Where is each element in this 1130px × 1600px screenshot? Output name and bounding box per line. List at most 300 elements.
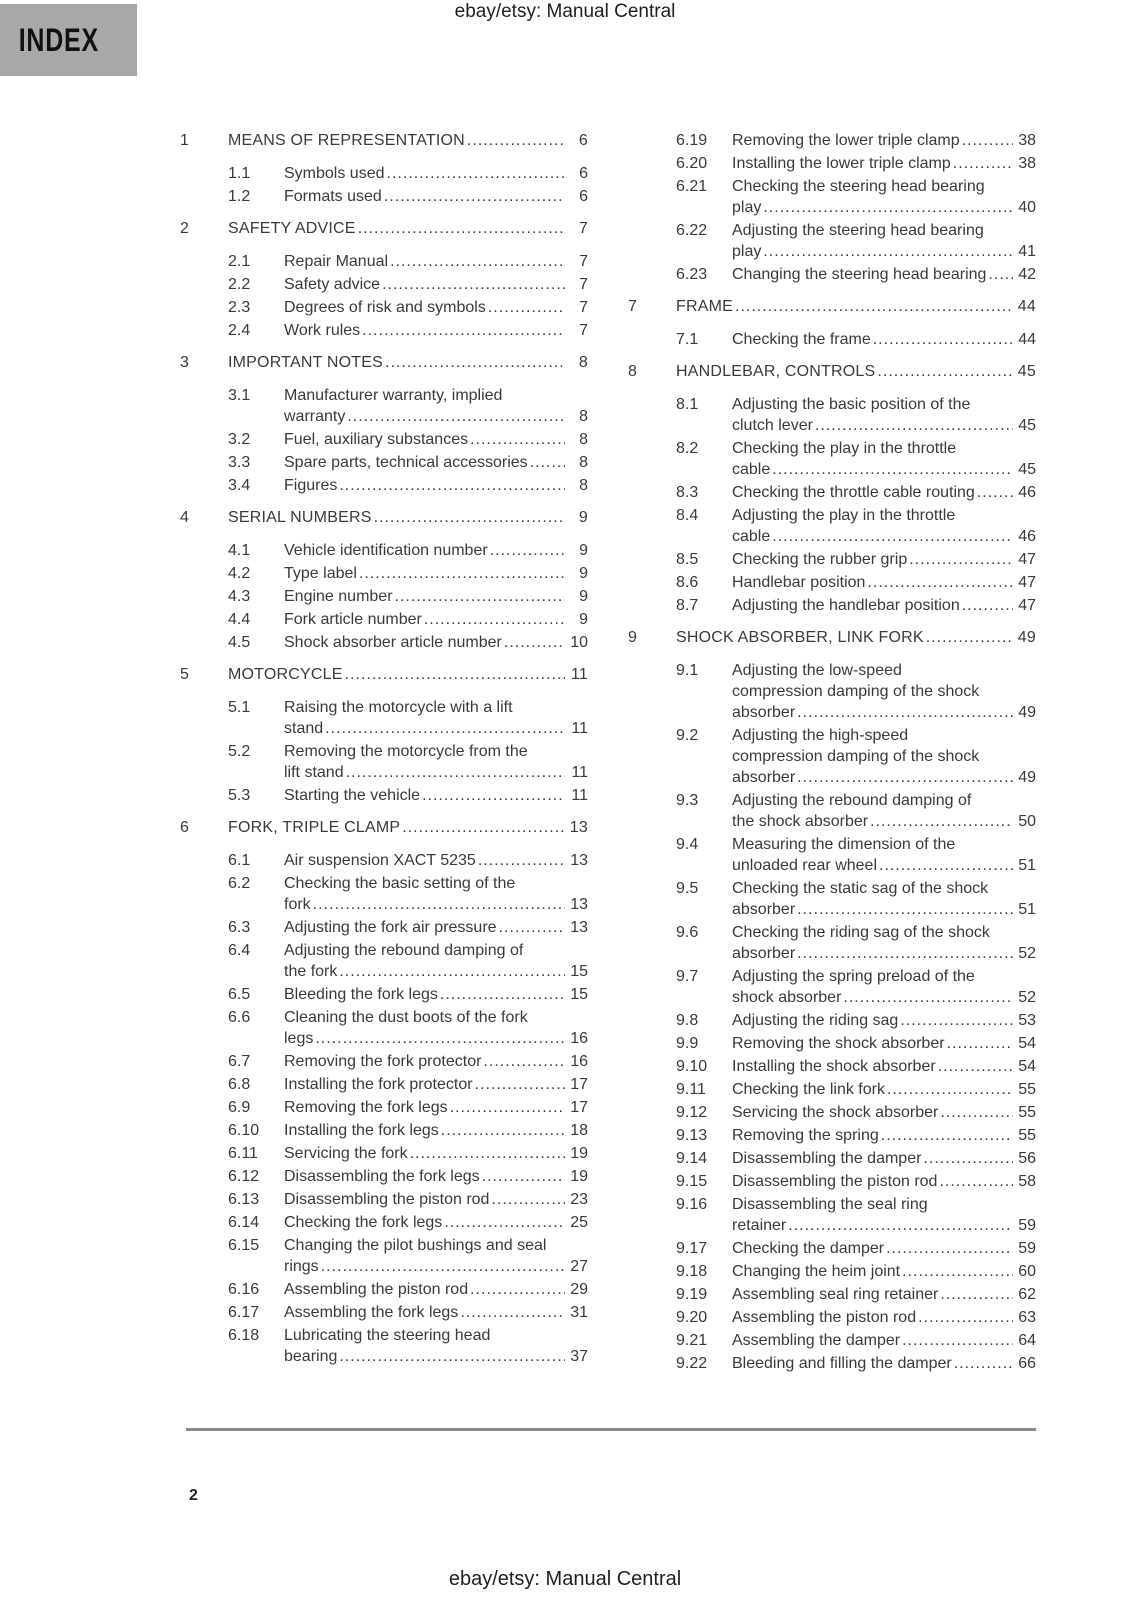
toc-sub-entry: [628, 834, 1036, 876]
toc-entry-title: Spare parts, technical accessories: [284, 454, 528, 471]
toc-entry-page: 19: [570, 1168, 588, 1185]
toc-entry-page: 6: [579, 165, 588, 182]
toc-entry-number: 6.15: [228, 1237, 260, 1254]
toc-entry-body: [732, 878, 1036, 920]
toc-entry-body: [732, 922, 1036, 964]
dot-leader: [940, 1102, 1013, 1123]
toc-entry-number: 6.14: [228, 1214, 260, 1231]
toc-entry-page: 17: [570, 1076, 588, 1093]
toc-entry-page: 15: [570, 986, 588, 1003]
toc-entry-title: SAFETY ADVICE: [228, 220, 356, 237]
toc-entry-page: 13: [570, 852, 588, 869]
toc-entry-number: 6.12: [228, 1168, 260, 1185]
toc-entry-number: 9.16: [676, 1196, 708, 1213]
toc-sub-entry: [180, 163, 588, 184]
dot-leader: [347, 406, 565, 427]
toc-entry-number: 8.2: [676, 440, 699, 457]
toc-sub-entry: [180, 609, 588, 630]
dot-leader: [938, 1056, 1013, 1077]
dot-leader: [382, 274, 565, 295]
toc-entry-number: 2.4: [228, 322, 251, 339]
toc-entry-title: Adjusting the handlebar position: [732, 597, 960, 614]
toc-entry-title: rings: [284, 1258, 319, 1275]
toc-entry-body: [732, 264, 1036, 285]
dot-leader: [470, 429, 565, 450]
toc-sub-entry: [180, 251, 588, 272]
dot-leader: [797, 767, 1013, 788]
toc-entry-number: 6.4: [228, 942, 251, 959]
footer-divider: [186, 1428, 1036, 1431]
toc-entry-title: Checking the throttle cable routing: [732, 484, 975, 501]
toc-entry-page: 50: [1018, 813, 1036, 830]
toc-entry-body: [284, 1302, 588, 1323]
dot-leader: [788, 1215, 1013, 1236]
dot-leader: [900, 1010, 1013, 1031]
toc-entry-page: 47: [1018, 551, 1036, 568]
toc-sub-entry: [180, 320, 588, 341]
toc-entry-body: [284, 1074, 588, 1095]
dot-leader: [877, 361, 1013, 382]
toc-entry-title: clutch lever: [732, 417, 813, 434]
dot-leader: [947, 1033, 1013, 1054]
toc-entry-title: Lubricating the steering head: [284, 1327, 491, 1344]
toc-entry-body: [732, 1056, 1036, 1077]
toc-entry-page: 8: [579, 408, 588, 425]
dot-leader: [478, 850, 565, 871]
toc-sub-entry: [180, 1279, 588, 1300]
toc-entry-title: compression damping of the shock: [732, 683, 980, 700]
toc-entry-page: 59: [1018, 1217, 1036, 1234]
toc-sub-entry: [628, 1353, 1036, 1374]
dot-leader: [499, 917, 565, 938]
toc-entry-page: 44: [1018, 331, 1036, 348]
toc-entry-title: Removing the lower triple clamp: [732, 132, 960, 149]
toc-sub-entry: [628, 1238, 1036, 1259]
toc-entry-title: stand: [284, 720, 324, 737]
toc-entry-page: 51: [1018, 901, 1036, 918]
toc-entry-number: 8.4: [676, 507, 699, 524]
toc-entry-body: [732, 329, 1036, 350]
toc-entry-title: Disassembling the seal ring: [732, 1196, 928, 1213]
toc-entry-title: MEANS OF REPRESENTATION: [228, 132, 465, 149]
toc-entry-title: Disassembling the piston rod: [732, 1173, 938, 1190]
toc-sub-entry: [628, 725, 1036, 788]
toc-entry-title: lift stand: [284, 764, 344, 781]
toc-sub-entry: [628, 595, 1036, 616]
dot-leader: [797, 899, 1013, 920]
toc-entry-body: [732, 1125, 1036, 1146]
toc-entry-title: Installing the fork legs: [284, 1122, 439, 1139]
dot-leader: [879, 855, 1013, 876]
dot-leader: [450, 1097, 565, 1118]
toc-entry-page: 62: [1018, 1286, 1036, 1303]
toc-entry-body: [284, 274, 588, 295]
toc-entry-title: bearing: [284, 1348, 338, 1365]
toc-sub-entry: [180, 873, 588, 915]
toc-entry-number: 6.5: [228, 986, 251, 1003]
toc-entry-title: play: [732, 243, 762, 260]
toc-entry-number: 4.5: [228, 634, 251, 651]
toc-entry-title: absorber: [732, 769, 796, 786]
toc-entry-page: 27: [570, 1258, 588, 1275]
toc-entry-title: Engine number: [284, 588, 393, 605]
toc-entry-title: Servicing the shock absorber: [732, 1104, 939, 1121]
toc-entry-body: [284, 563, 588, 584]
toc-sub-entry: [180, 385, 588, 427]
toc-entry-title: Cleaning the dust boots of the fork: [284, 1009, 528, 1026]
toc-entry-title: Assembling seal ring retainer: [732, 1286, 939, 1303]
toc-entry-page: 6: [578, 132, 588, 149]
toc-sub-entry: [628, 394, 1036, 436]
toc-entry-number: 6.16: [228, 1281, 260, 1298]
toc-entry-body: [284, 1279, 588, 1300]
toc-entry-body: [732, 1238, 1036, 1259]
toc-entry-body: [732, 153, 1036, 174]
index-banner: [0, 4, 137, 76]
toc-entry-page: 8: [578, 354, 588, 371]
toc-sub-entry: [180, 1097, 588, 1118]
toc-entry-page: 11: [571, 720, 588, 737]
toc-entry-body: [284, 940, 588, 982]
toc-entry-page: 23: [570, 1191, 588, 1208]
table-of-contents: [180, 130, 1036, 1376]
toc-entry-number: 6.21: [676, 178, 708, 195]
toc-entry-body: [284, 1212, 588, 1233]
toc-entry-body: [284, 452, 588, 473]
toc-sub-entry: [628, 966, 1036, 1008]
toc-entry-body: [284, 632, 588, 653]
dot-leader: [424, 609, 565, 630]
toc-entry-title: Disassembling the fork legs: [284, 1168, 480, 1185]
toc-entry-body: [284, 251, 588, 272]
toc-entry-body: [732, 130, 1036, 151]
toc-entry-body: [732, 438, 1036, 480]
toc-entry-body: [284, 1051, 588, 1072]
toc-sub-entry: [180, 274, 588, 295]
toc-entry-page: 31: [570, 1304, 588, 1321]
toc-sub-entry: [180, 563, 588, 584]
toc-sub-entry: [180, 741, 588, 783]
toc-sub-entry: [628, 1284, 1036, 1305]
dot-leader: [873, 329, 1013, 350]
toc-entry-number: 9.8: [676, 1012, 699, 1029]
dot-leader: [954, 1353, 1013, 1374]
toc-entry-body: [732, 790, 1036, 832]
toc-sub-entry: [628, 1010, 1036, 1031]
dot-leader: [460, 1302, 565, 1323]
toc-entry-number: 3.3: [228, 454, 251, 471]
toc-entry-body: [284, 1235, 588, 1277]
toc-sub-entry: [628, 1307, 1036, 1328]
toc-entry-body: [284, 540, 588, 561]
toc-sub-entry: [180, 475, 588, 496]
toc-entry-title: Removing the fork protector: [284, 1053, 482, 1070]
toc-sub-entry: [180, 1074, 588, 1095]
toc-sub-entry: [628, 438, 1036, 480]
toc-sub-entry: [180, 1166, 588, 1187]
toc-entry-number: 5.3: [228, 787, 251, 804]
dot-leader: [441, 1120, 565, 1141]
toc-section-entry: [180, 218, 588, 239]
toc-sub-entry: [628, 220, 1036, 262]
toc-sub-entry: [180, 1051, 588, 1072]
toc-entry-title: Bleeding the fork legs: [284, 986, 438, 1003]
dot-leader: [385, 352, 565, 373]
toc-sub-entry: [180, 1302, 588, 1323]
toc-entry-page: 16: [570, 1053, 588, 1070]
toc-entry-body: [284, 873, 588, 915]
toc-entry-body: [732, 1330, 1036, 1351]
toc-entry-body: [676, 627, 1036, 648]
toc-entry-page: 46: [1018, 484, 1036, 501]
toc-entry-number: 2.1: [228, 253, 251, 270]
toc-entry-title: cable: [732, 528, 771, 545]
toc-entry-body: [284, 163, 588, 184]
toc-entry-title: Checking the static sag of the shock: [732, 880, 989, 897]
toc-sub-entry: [180, 1235, 588, 1277]
dot-leader: [902, 1330, 1013, 1351]
dot-leader: [395, 586, 565, 607]
toc-entry-title: Handlebar position: [732, 574, 866, 591]
toc-sub-entry: [628, 549, 1036, 570]
toc-entry-title: FRAME: [676, 298, 733, 315]
toc-entry-title: Work rules: [284, 322, 361, 339]
toc-entry-body: [676, 296, 1036, 317]
toc-entry-page: 52: [1018, 945, 1036, 962]
toc-entry-page: 55: [1018, 1127, 1036, 1144]
toc-entry-page: 7: [579, 253, 588, 270]
toc-entry-page: 15: [570, 963, 588, 980]
toc-entry-number: 2.3: [228, 299, 251, 316]
toc-entry-number: 6.6: [228, 1009, 251, 1026]
toc-entry-title: Assembling the piston rod: [284, 1281, 469, 1298]
toc-entry-page: 7: [579, 276, 588, 293]
toc-entry-number: 3.2: [228, 431, 251, 448]
dot-leader: [940, 1284, 1013, 1305]
toc-entry-page: 18: [570, 1122, 588, 1139]
toc-entry-body: [284, 297, 588, 318]
page-header-title: ebay/etsy: Manual Central: [454, 1, 676, 22]
toc-entry-title: Repair Manual: [284, 253, 389, 270]
toc-sub-entry: [628, 1261, 1036, 1282]
toc-sub-entry: [628, 153, 1036, 174]
toc-entry-number: 9.20: [676, 1309, 708, 1326]
toc-entry-title: HANDLEBAR, CONTROLS: [676, 363, 876, 380]
dot-leader: [410, 1143, 565, 1164]
toc-entry-body: [284, 1097, 588, 1118]
toc-entry-title: Servicing the fork: [284, 1145, 408, 1162]
toc-entry-title: Starting the vehicle: [284, 787, 421, 804]
toc-entry-body: [732, 725, 1036, 788]
toc-sub-entry: [628, 1033, 1036, 1054]
toc-column: [180, 130, 588, 1376]
dot-leader: [467, 130, 565, 151]
toc-entry-page: 49: [1018, 769, 1036, 786]
toc-section-entry: [628, 627, 1036, 648]
dot-leader: [313, 894, 565, 915]
toc-entry-number: 9.6: [676, 924, 699, 941]
toc-entry-number: 9.7: [676, 968, 699, 985]
toc-entry-page: 9: [579, 542, 588, 559]
toc-entry-title: Installing the fork protector: [284, 1076, 473, 1093]
toc-sub-entry: [628, 482, 1036, 503]
dot-leader: [444, 1212, 565, 1233]
dot-leader: [887, 1079, 1013, 1100]
toc-entry-title: Checking the rubber grip: [732, 551, 908, 568]
toc-entry-page: 8: [579, 454, 588, 471]
toc-entry-title: compression damping of the shock: [732, 748, 980, 765]
toc-sub-entry: [180, 785, 588, 806]
dot-leader: [953, 153, 1013, 174]
toc-entry-body: [732, 1261, 1036, 1282]
toc-entry-body: [284, 586, 588, 607]
toc-entry-number: 2: [180, 220, 190, 237]
toc-entry-page: 19: [570, 1145, 588, 1162]
toc-entry-page: 55: [1018, 1104, 1036, 1121]
toc-entry-title: Checking the frame: [732, 331, 871, 348]
dot-leader: [402, 817, 565, 838]
toc-entry-page: 11: [570, 666, 588, 683]
toc-entry-body: [732, 1102, 1036, 1123]
toc-entry-title: Checking the fork legs: [284, 1214, 443, 1231]
toc-entry-page: 13: [569, 819, 588, 836]
toc-entry-body: [284, 1189, 588, 1210]
toc-entry-title: Vehicle identification number: [284, 542, 488, 559]
toc-entry-title: legs: [284, 1030, 314, 1047]
toc-entry-page: 38: [1018, 132, 1036, 149]
toc-entry-page: 49: [1017, 629, 1036, 646]
toc-entry-page: 13: [570, 896, 588, 913]
toc-entry-page: 52: [1018, 989, 1036, 1006]
toc-entry-number: 8.5: [676, 551, 699, 568]
toc-entry-page: 38: [1018, 155, 1036, 172]
toc-entry-page: 11: [571, 787, 588, 804]
toc-entry-page: 41: [1018, 243, 1036, 260]
toc-entry-body: [284, 917, 588, 938]
toc-entry-title: Adjusting the riding sag: [732, 1012, 899, 1029]
toc-entry-number: 1.1: [228, 165, 251, 182]
toc-entry-number: 9.15: [676, 1173, 708, 1190]
toc-entry-number: 6.13: [228, 1191, 260, 1208]
dot-leader: [504, 632, 565, 653]
toc-entry-page: 45: [1018, 461, 1036, 478]
toc-sub-entry: [628, 505, 1036, 547]
toc-entry-title: Adjusting the basic position of the: [732, 396, 971, 413]
toc-entry-number: 4.3: [228, 588, 251, 605]
toc-entry-number: 3.4: [228, 477, 251, 494]
toc-entry-title: SERIAL NUMBERS: [228, 509, 372, 526]
toc-entry-number: 4.4: [228, 611, 251, 628]
dot-leader: [763, 241, 1013, 262]
dot-leader: [321, 1256, 565, 1277]
toc-entry-number: 6.10: [228, 1122, 260, 1139]
toc-entry-page: 58: [1018, 1173, 1036, 1190]
toc-entry-number: 8.3: [676, 484, 699, 501]
toc-entry-number: 4: [180, 509, 190, 526]
toc-entry-title: Disassembling the damper: [732, 1150, 922, 1167]
dot-leader: [923, 1148, 1013, 1169]
toc-entry-number: 6.8: [228, 1076, 251, 1093]
toc-entry-body: [284, 984, 588, 1005]
dot-leader: [939, 1171, 1013, 1192]
toc-entry-page: 29: [570, 1281, 588, 1298]
toc-section-entry: [180, 507, 588, 528]
toc-sub-entry: [628, 790, 1036, 832]
dot-leader: [482, 1166, 565, 1187]
dot-leader: [815, 415, 1013, 436]
toc-sub-entry: [180, 940, 588, 982]
toc-entry-body: [732, 549, 1036, 570]
toc-entry-number: 5: [180, 666, 190, 683]
toc-entry-number: 6.18: [228, 1327, 260, 1344]
toc-sub-entry: [628, 878, 1036, 920]
toc-sub-entry: [628, 130, 1036, 151]
toc-entry-title: the fork: [284, 963, 338, 980]
toc-entry-title: SHOCK ABSORBER, LINK FORK: [676, 629, 924, 646]
toc-entry-number: 6.2: [228, 875, 251, 892]
toc-sub-entry: [628, 660, 1036, 723]
toc-entry-page: 59: [1018, 1240, 1036, 1257]
toc-sub-entry: [628, 1079, 1036, 1100]
toc-entry-title: retainer: [732, 1217, 787, 1234]
toc-entry-title: Symbols used: [284, 165, 385, 182]
toc-entry-body: [228, 352, 588, 373]
toc-sub-entry: [628, 572, 1036, 593]
dot-leader: [962, 595, 1013, 616]
toc-entry-number: 9.5: [676, 880, 699, 897]
toc-entry-title: Checking the riding sag of the shock: [732, 924, 990, 941]
toc-entry-page: 53: [1018, 1012, 1036, 1029]
toc-entry-page: 9: [578, 509, 588, 526]
toc-entry-number: 6.11: [228, 1145, 258, 1162]
dot-leader: [475, 1074, 565, 1095]
toc-entry-number: 9.9: [676, 1035, 699, 1052]
toc-entry-body: [284, 429, 588, 450]
dot-leader: [490, 540, 565, 561]
toc-sub-entry: [628, 1102, 1036, 1123]
toc-entry-page: 63: [1018, 1309, 1036, 1326]
toc-entry-body: [228, 507, 588, 528]
toc-sub-entry: [180, 186, 588, 207]
toc-entry-body: [284, 475, 588, 496]
toc-entry-title: Shock absorber article number: [284, 634, 502, 651]
toc-entry-number: 5.1: [228, 699, 251, 716]
toc-entry-page: 13: [570, 919, 588, 936]
dot-leader: [387, 163, 566, 184]
dot-leader: [909, 549, 1013, 570]
dot-leader: [488, 297, 565, 318]
toc-entry-page: 11: [571, 764, 588, 781]
dot-leader: [325, 718, 565, 739]
toc-entry-number: 6.19: [676, 132, 708, 149]
toc-entry-title: absorber: [732, 945, 796, 962]
toc-entry-body: [732, 572, 1036, 593]
toc-entry-title: Safety advice: [284, 276, 381, 293]
dot-leader: [315, 1028, 565, 1049]
toc-entry-title: unloaded rear wheel: [732, 857, 877, 874]
toc-entry-page: 10: [570, 634, 588, 651]
toc-entry-title: Adjusting the rebound damping of: [732, 792, 972, 809]
toc-entry-number: 6.1: [228, 852, 251, 869]
toc-entry-title: Formats used: [284, 188, 382, 205]
toc-entry-page: 66: [1018, 1355, 1036, 1372]
dot-leader: [483, 1051, 565, 1072]
dot-leader: [339, 961, 565, 982]
dot-leader: [374, 507, 565, 528]
toc-entry-body: [284, 385, 588, 427]
toc-entry-title: Adjusting the rebound damping of: [284, 942, 524, 959]
toc-entry-page: 51: [1018, 857, 1036, 874]
